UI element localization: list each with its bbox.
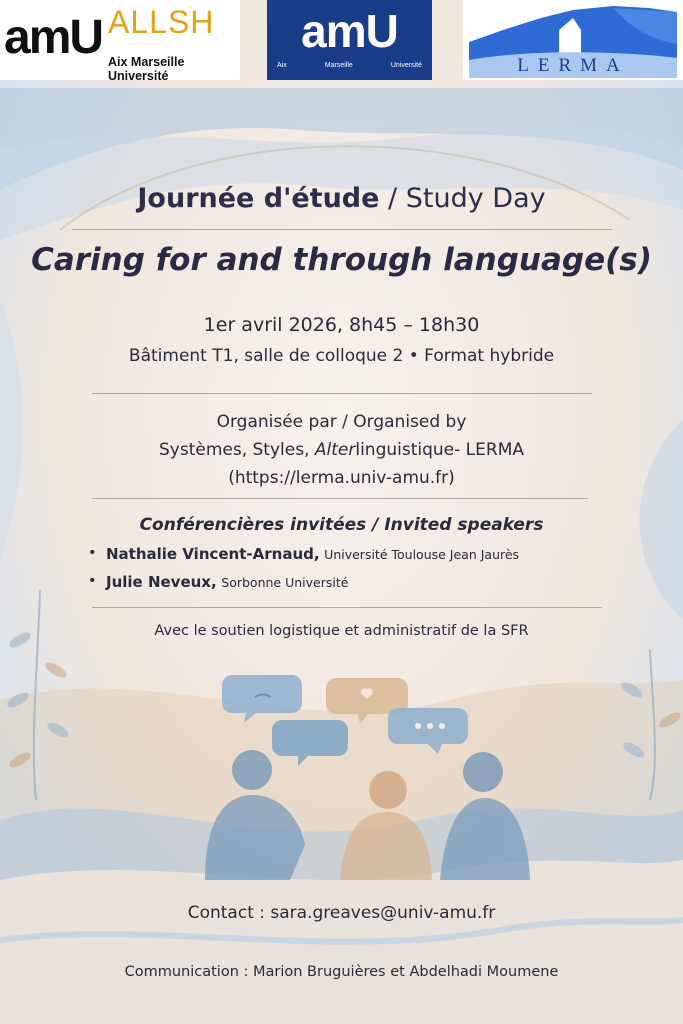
logo-bar — [0, 0, 683, 88]
divider — [72, 229, 612, 230]
allsh-logo-mark: amU — [4, 11, 103, 64]
credits: Communication : Marion Bruguières et Abdelhadi Moumene — [124, 964, 559, 980]
allsh-logo — [0, 0, 240, 83]
event-place: Bâtiment T1, salle de colloque 2 • Format hybride — [128, 346, 555, 366]
lerma-logo — [463, 0, 683, 80]
speakers-heading: Conférencières invitées / Invited speakers — [139, 515, 544, 535]
speaker-affiliation: Sorbonne Université — [221, 575, 349, 590]
amu-logo-subtitle: Aix Marseille Université — [277, 62, 422, 69]
lerma-logo-name: LERMA — [517, 55, 629, 76]
organizer-label: Organisée par / Organised by — [216, 412, 467, 432]
event-date: 1er avril 2026, 8h45 – 18h30 — [203, 314, 480, 336]
divider — [92, 498, 588, 499]
allsh-logo-subtitle: Aix Marseille Université — [108, 55, 185, 83]
speaker-name: Julie Neveux, — [106, 573, 217, 591]
contact-email[interactable]: Contact : sara.greaves@univ-amu.fr — [187, 903, 496, 923]
list-item: • Julie Neveux, Sorbonne Université — [88, 573, 349, 591]
divider — [92, 393, 592, 394]
page-title: Journée d'étude / Study Day — [137, 183, 546, 214]
speaker-name: Nathalie Vincent-Arnaud, — [106, 545, 320, 563]
allsh-logo-name: ALLSH — [108, 4, 215, 40]
organizer-name: Systèmes, Styles, Alterlinguistique- LERMA — [159, 440, 524, 460]
amu-logo — [267, 0, 432, 80]
speakers-list — [88, 545, 519, 601]
amu-logo-mark: amU — [301, 5, 398, 57]
speaker-affiliation: Université Toulouse Jean Jaurès — [324, 547, 520, 562]
divider — [92, 607, 602, 608]
list-item: • Nathalie Vincent-Arnaud, Université Toulouse Jean Jaurès — [88, 545, 520, 563]
event-subtitle: Caring for and through language(s) — [31, 242, 652, 278]
support-note: Avec le soutien logistique et administratif de la SFR — [154, 623, 529, 639]
organizer-link[interactable]: (https://lerma.univ-amu.fr) — [228, 468, 455, 488]
